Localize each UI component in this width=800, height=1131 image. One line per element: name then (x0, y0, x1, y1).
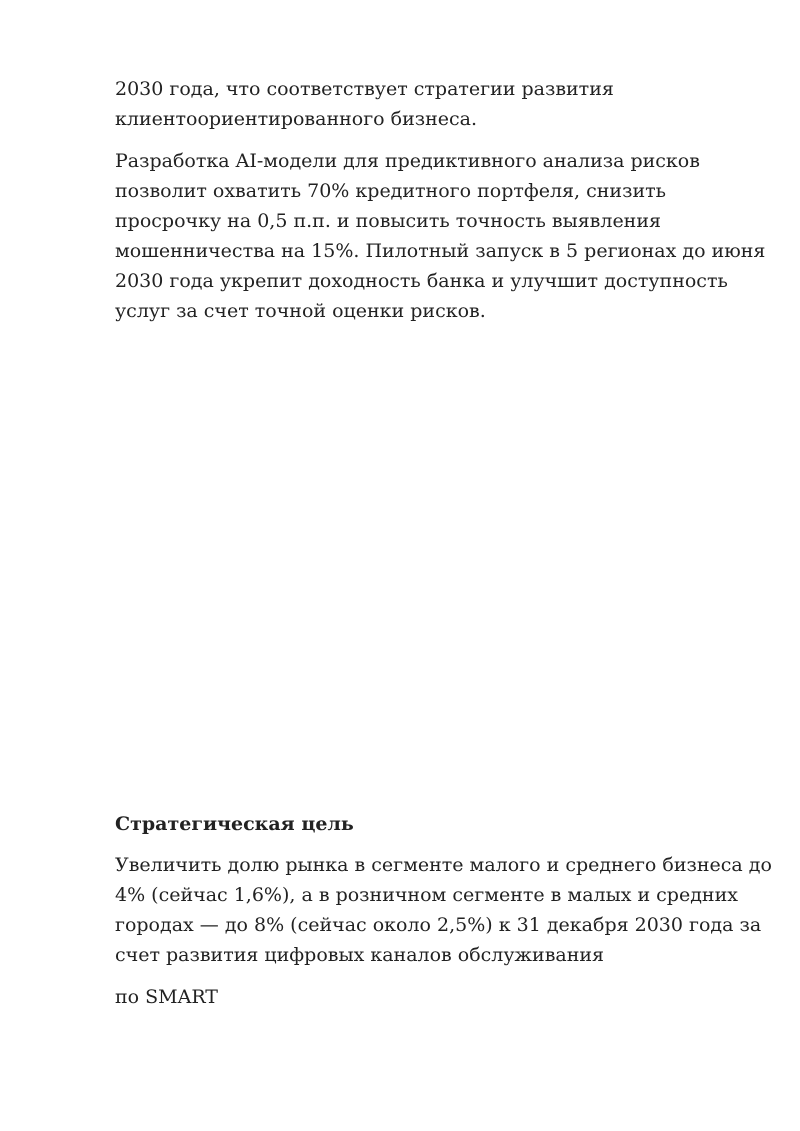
text-line: 2030 года, что соответствует стратегии развития (115, 78, 614, 100)
text-line: 2030 года укрепит доходность банка и улучшит доступность (115, 270, 728, 292)
text-line: клиентоориентированного бизнеса. (115, 108, 478, 130)
text-line: 4% (сейчас 1,6%), а в розничном сегменте в малых и средних (115, 884, 738, 906)
paragraph-continuation (115, 74, 755, 134)
text-line: Увеличить долю рынка в сегменте малого и среднего бизнеса до (115, 854, 772, 876)
text-line: позволит охватить 70% кредитного портфеля, снизить (115, 180, 666, 202)
paragraph-strategic-goal (115, 850, 772, 970)
text-line: счет развития цифровых каналов обслуживания (115, 944, 605, 966)
text-line: просрочку на 0,5 п.п. и повысить точность выявления (115, 210, 661, 232)
text-line: городах — до 8% (сейчас около 2,5%) к 31 декабря 2030 года за (115, 914, 762, 936)
smart-note: по SMART (115, 986, 218, 1008)
text-line: Разработка AI-модели для предиктивного анализа рисков (115, 150, 700, 172)
paragraph-ai-model (115, 146, 766, 326)
section-heading: Стратегическая цель (115, 813, 354, 835)
text-line: услуг за счет точной оценки рисков. (115, 300, 486, 322)
text-line: мошенничества на 15%. Пилотный запуск в 5 регионах до июня (115, 240, 766, 262)
